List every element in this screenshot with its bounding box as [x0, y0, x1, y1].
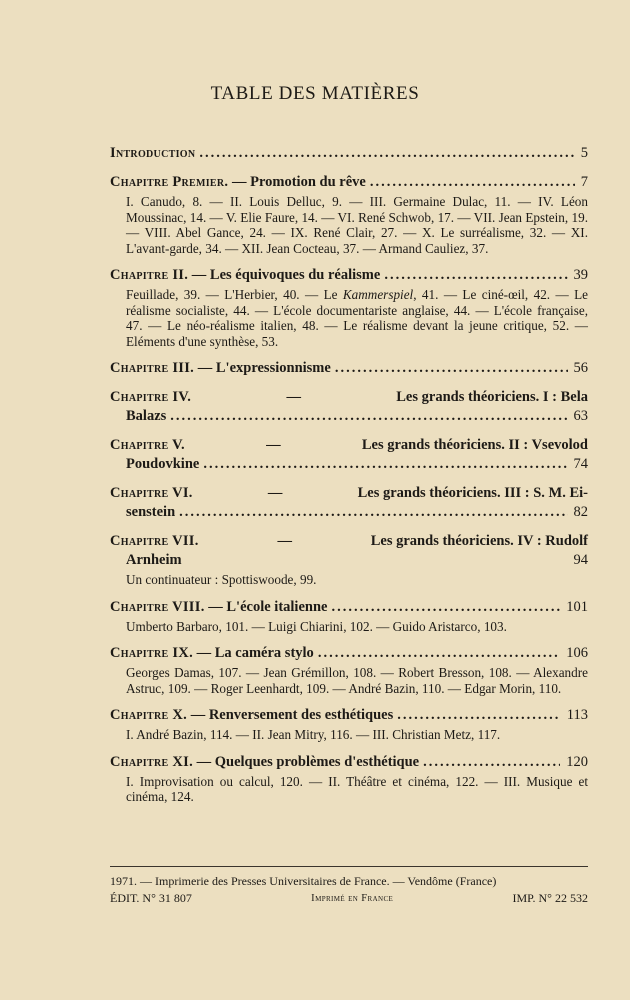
chapter-number: Chapitre III.	[110, 360, 195, 376]
chapter-number: Chapitre IV.	[110, 389, 192, 405]
chapter-title-continued: Arnheim	[126, 552, 182, 568]
page-number: 5	[580, 145, 588, 161]
page-number: 56	[573, 360, 588, 376]
dash: —	[231, 174, 247, 190]
chapter-subsections: Umberto Barbaro, 101. — Luigi Chiarini, 102. — Guido Aristarco, 103.	[126, 618, 507, 634]
dash: —	[208, 598, 223, 615]
page-number: 120	[566, 753, 588, 770]
dot-leader	[423, 753, 560, 772]
chapter-subsections: I. André Bazin, 114. — II. Jean Mitry, 116. — III. Christian Metz, 117.	[126, 727, 501, 742]
chapter-number: Chapitre II.	[110, 267, 189, 283]
chapter-title: Les grands théoriciens. III : S. M. Ei-	[357, 485, 588, 501]
page-number: 63	[573, 408, 588, 424]
dash: —	[286, 389, 301, 405]
toc-entry-chapter-9	[110, 644, 588, 696]
dash: —	[190, 707, 206, 723]
dot-leader	[397, 706, 561, 725]
toc-entry-chapter-11	[110, 753, 588, 805]
dash: —	[267, 485, 283, 501]
dash: —	[191, 267, 207, 283]
chapter-subsections: I. Canudo, 8. — II. Louis Delluc, 9. — III. Germaine Dulac, 11. — IV. Léon Moussinac, 14. — V. Elie Faure, 14. — VI. René Schwob, 17. — VII. Jean Epstein, 19. — VIII. Abel Gance, 24. — IX. René Clair, 27. — X. Le surréalisme, 32. — XI. L'avant-garde, 34. — XII. Jean Cocteau, 37. — Armand Cauliez, 37.	[126, 194, 588, 256]
chapter-title: Quelques problèmes d'esthétique	[214, 753, 420, 770]
printer-line: 1971. — Imprimerie des Presses Universitaires de France. — Vendôme (France)	[110, 874, 497, 888]
page-title: TABLE DES MATIÈRES	[210, 83, 420, 104]
divider	[110, 866, 588, 867]
dot-leader	[318, 644, 560, 663]
chapter-title: L'école italienne	[226, 598, 328, 615]
chapter-number: Chapitre VII.	[110, 533, 199, 549]
page-number: 106	[566, 645, 588, 661]
table-of-contents	[110, 144, 588, 815]
page-number: 39	[573, 267, 588, 283]
chapter-subsections: Feuillade, 39. — L'Herbier, 40. — Le Kammerspiel, 41. — Le ciné-œil, 42. — Le réalisme socialiste, 44. — L'école documentariste anglaise, 44. — L'école française, 47. — Le néo-réalisme italien, 48. — Le réalisme devant la jeune critique, 52. — Eléments d'une synthèse, 53.	[126, 287, 588, 349]
toc-entry-chapter-4	[110, 388, 588, 426]
page-number: 7	[580, 174, 588, 190]
chapter-title: Promotion du rêve	[250, 174, 366, 190]
page-number: 113	[566, 707, 588, 723]
chapter-number: Chapitre VI.	[110, 485, 193, 501]
chapter-number: Chapitre X.	[110, 707, 188, 723]
toc-entry-chapter-3	[110, 359, 588, 378]
page-number: 94	[573, 552, 588, 568]
toc-entry-chapter-2	[110, 266, 588, 349]
introduction-label: Introduction	[110, 145, 196, 161]
page-number: 82	[573, 504, 588, 520]
chapter-title: Les grands théoriciens. I : Bela	[396, 389, 588, 405]
toc-entry-chapter-1	[110, 173, 588, 256]
toc-entry-chapter-5	[110, 436, 588, 474]
toc-entry-chapter-7	[110, 532, 588, 588]
dash: —	[266, 437, 281, 453]
printer-colophon	[110, 866, 588, 907]
edition-number: ÉDIT. N° 31 807	[110, 891, 192, 905]
chapter-number: Chapitre V.	[110, 437, 185, 453]
chapter-subsections: Un continuateur : Spottiswoode, 99.	[126, 572, 317, 587]
chapter-title: Les grands théoriciens. IV : Rudolf	[370, 533, 588, 549]
chapter-title: Les grands théoriciens. II : Vsevolod	[361, 437, 588, 453]
chapter-number: Chapitre XI.	[110, 753, 193, 770]
dot-leader	[170, 407, 567, 426]
chapter-title-continued: senstein	[126, 504, 176, 520]
toc-entry-introduction	[110, 144, 588, 163]
toc-entry-chapter-8	[110, 598, 588, 635]
dash: —	[277, 533, 292, 549]
dot-leader	[384, 266, 567, 285]
dash: —	[196, 753, 212, 770]
dash: —	[197, 360, 213, 376]
chapter-number: Chapitre VIII.	[110, 598, 205, 615]
chapter-number: Chapitre Premier.	[110, 174, 229, 190]
chapter-title-continued: Poudovkine	[126, 456, 200, 472]
chapter-subsections: I. Improvisation ou calcul, 120. — II. Théâtre et cinéma, 122. — III. Musique et cinéma, 124.	[126, 773, 588, 804]
chapter-subsections: Georges Damas, 107. — Jean Grémillon, 108. — Robert Bresson, 108. — Alexandre Astruc, 109. — Roger Leenhardt, 109. — André Bazin, 110. — Edgar Morin, 110.	[126, 665, 588, 696]
page-number: 101	[566, 598, 588, 615]
dot-leader	[331, 598, 560, 617]
chapter-title: L'expressionnisme	[215, 360, 331, 376]
dot-leader	[335, 359, 568, 378]
chapter-title-continued: Balazs	[126, 408, 167, 424]
toc-entry-chapter-6	[110, 484, 588, 522]
impression-number: IMP. N° 22 532	[512, 891, 588, 905]
printed-in-france: Imprimé en France	[311, 893, 394, 904]
chapter-title: La caméra stylo	[214, 645, 314, 661]
dot-leader	[370, 173, 575, 192]
dot-leader	[179, 503, 567, 522]
page-number: 74	[573, 456, 588, 472]
chapter-number: Chapitre IX.	[110, 645, 193, 661]
chapter-title: Les équivoques du réalisme	[209, 267, 381, 283]
dot-leader	[203, 455, 567, 474]
chapter-title: Renversement des esthétiques	[208, 707, 394, 723]
toc-entry-chapter-10	[110, 706, 588, 743]
dot-leader	[199, 144, 574, 163]
dash: —	[196, 645, 212, 661]
